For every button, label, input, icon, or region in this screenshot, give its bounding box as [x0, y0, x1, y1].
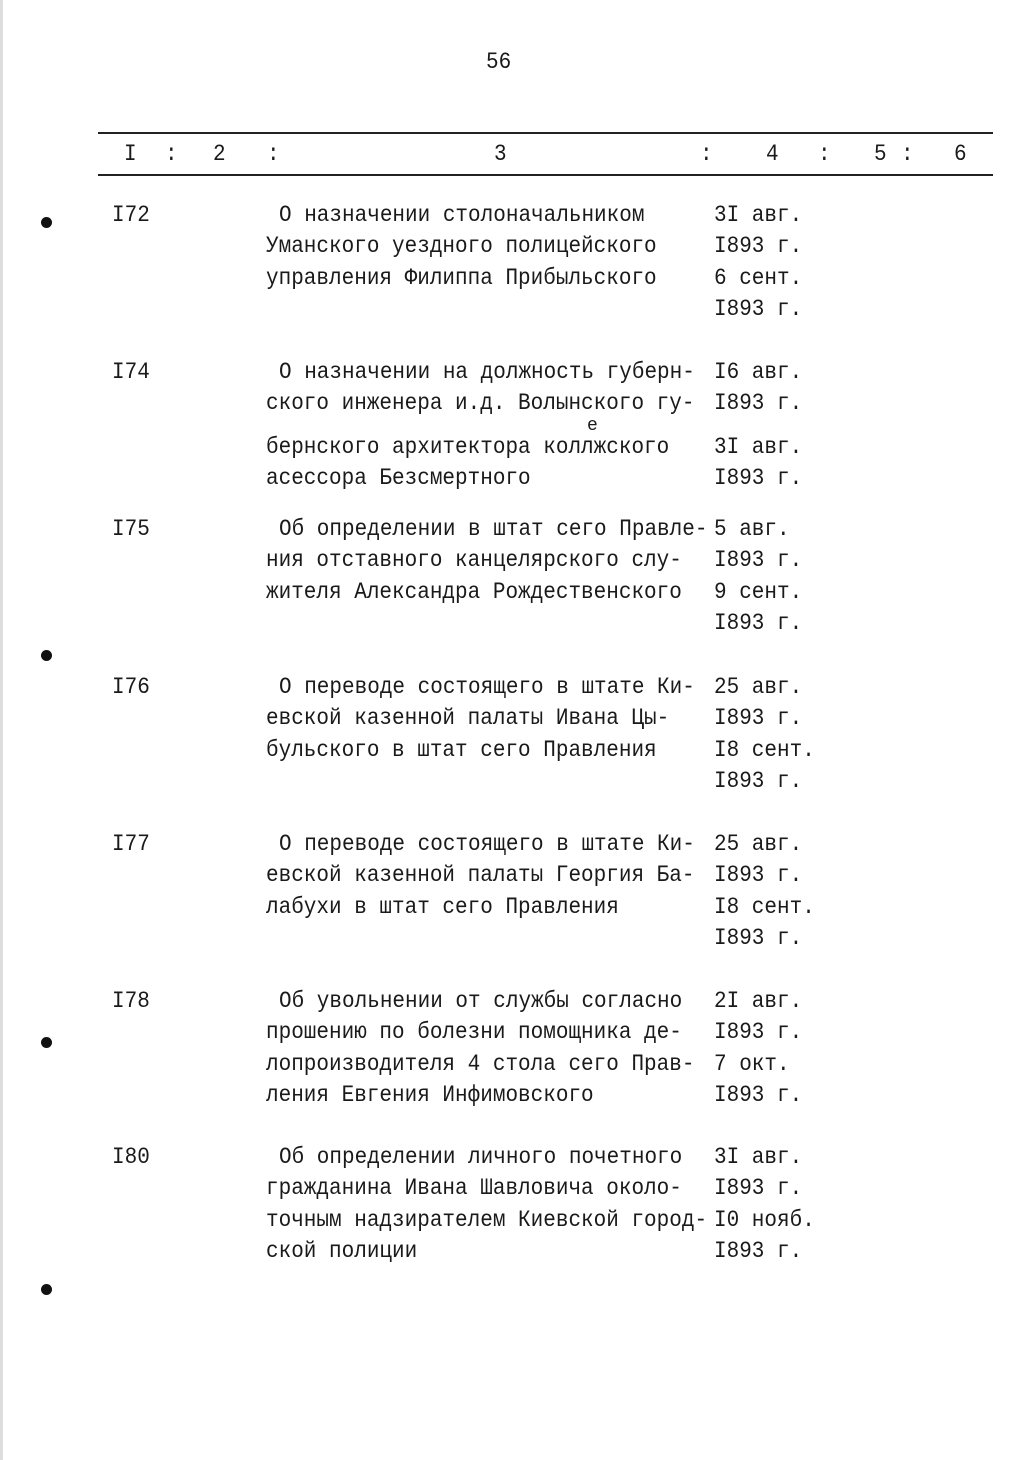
header-col-3: 3: [494, 142, 507, 168]
entry-description-line: лопроизводителя 4 стола сего Прав-: [266, 1051, 695, 1078]
entry-description-line: евской казенной палаты Георгия Ба-: [266, 863, 695, 890]
header-col-4: 4: [766, 142, 779, 168]
entry-description-line: Об определении в штат сего Правле-: [279, 517, 708, 543]
entry-date-line: 25 авг.: [714, 675, 803, 701]
page-edge: [0, 0, 3, 1460]
entry-description-line: Уманского уездного полицейского: [266, 234, 657, 261]
entry-date-line: I893 г.: [714, 1239, 803, 1265]
header-sep: :: [267, 142, 280, 168]
header-sep: :: [165, 142, 178, 168]
entry-description-line: евской казенной палаты Ивана Цы-: [266, 706, 670, 733]
header-rule-bottom: [98, 174, 993, 176]
entry-date-line: I893 г.: [714, 548, 803, 575]
entry-date-line: I893 г.: [714, 1020, 803, 1047]
entry-date-line: I893 г.: [714, 769, 803, 795]
entry-date-line: I8 сент.: [714, 894, 815, 921]
handwritten-correction: е: [587, 416, 598, 437]
entry-description-line: О переводе состоящего в штате Ки-: [279, 832, 695, 858]
entry-description-line: ления Евгения Инфимовского: [266, 1083, 594, 1109]
entry-description-line: О назначении на должность губерн-: [279, 360, 695, 386]
entry-date-line: 25 авг.: [714, 832, 803, 858]
entry-date-line: I893 г.: [714, 863, 803, 890]
entry-number: I76: [112, 675, 150, 701]
entry-date-line: I893 г.: [714, 391, 803, 418]
entry-description-line: О назначении столоначальником: [279, 203, 645, 229]
entry-date-line: I893 г.: [714, 466, 803, 492]
entry-description-line: асессора Безсмертного: [266, 466, 531, 492]
entry-description-line: прошению по болезни помощника де-: [266, 1020, 682, 1047]
binding-hole: [41, 1284, 52, 1295]
entry-description-line: Об увольнении от службы согласно: [279, 989, 683, 1015]
header-col-5: 5: [874, 142, 887, 168]
header-rule-top: [98, 132, 993, 134]
entry-description-line: ской полиции: [266, 1239, 418, 1265]
entry-date-line: 3I авг.: [714, 434, 803, 461]
header-col-2: 2: [213, 142, 226, 168]
entry-number: I78: [112, 989, 150, 1015]
entry-number: I74: [112, 360, 150, 386]
entry-date-line: 3I авг.: [714, 1145, 803, 1171]
entry-description-line: Об определении личного почетного: [279, 1145, 683, 1171]
entry-number: I75: [112, 517, 150, 543]
header-sep: :: [818, 142, 831, 168]
entry-date-line: I6 авг.: [714, 360, 803, 386]
entry-number: I72: [112, 203, 150, 229]
entry-date-line: 2I авг.: [714, 989, 803, 1015]
entry-date-line: I893 г.: [714, 1176, 803, 1203]
header-sep: :: [700, 142, 713, 168]
entry-number: I80: [112, 1145, 150, 1171]
entry-description-line: ского инженера и.д. Волынского гу-: [266, 391, 695, 418]
entry-description-line: управления Филиппа Прибыльского: [266, 265, 657, 292]
header-sep: :: [901, 142, 914, 168]
entry-description-line: ния отставного канцелярского слу-: [266, 548, 682, 575]
entry-date-line: I0 нояб.: [714, 1207, 815, 1234]
entry-date-line: 6 сент.: [714, 265, 803, 292]
page-number: 56: [486, 50, 512, 76]
header-col-1: I: [124, 142, 137, 168]
entry-date-line: 5 авг.: [714, 517, 790, 543]
binding-hole: [41, 217, 52, 228]
entry-date-line: I8 сент.: [714, 737, 815, 764]
binding-hole: [41, 1037, 52, 1048]
entry-date-line: 9 сент.: [714, 579, 803, 606]
entry-description-line: бульского в штат сего Правления: [266, 737, 657, 764]
entry-number: I77: [112, 832, 150, 858]
entry-date-line: I893 г.: [714, 706, 803, 733]
entry-date-line: 7 окт.: [714, 1051, 790, 1078]
header-col-6: 6: [954, 142, 967, 168]
entry-date-line: I893 г.: [714, 234, 803, 261]
entry-date-line: I893 г.: [714, 297, 803, 323]
entry-date-line: I893 г.: [714, 926, 803, 952]
entry-date-line: I893 г.: [714, 611, 803, 637]
entry-description-line: гражданина Ивана Шавловича около-: [266, 1176, 682, 1203]
entry-date-line: I893 г.: [714, 1083, 803, 1109]
entry-description-line: жителя Александра Рождественского: [266, 579, 682, 606]
entry-description-line: бернского архитектора коллжского: [266, 434, 670, 461]
entry-description-line: точным надзирателем Киевской город-: [266, 1207, 708, 1234]
entry-description-line: лабухи в штат сего Правления: [266, 894, 619, 921]
binding-hole: [41, 650, 52, 661]
entry-date-line: 3I авг.: [714, 203, 803, 229]
entry-description-line: О переводе состоящего в штате Ки-: [279, 675, 695, 701]
